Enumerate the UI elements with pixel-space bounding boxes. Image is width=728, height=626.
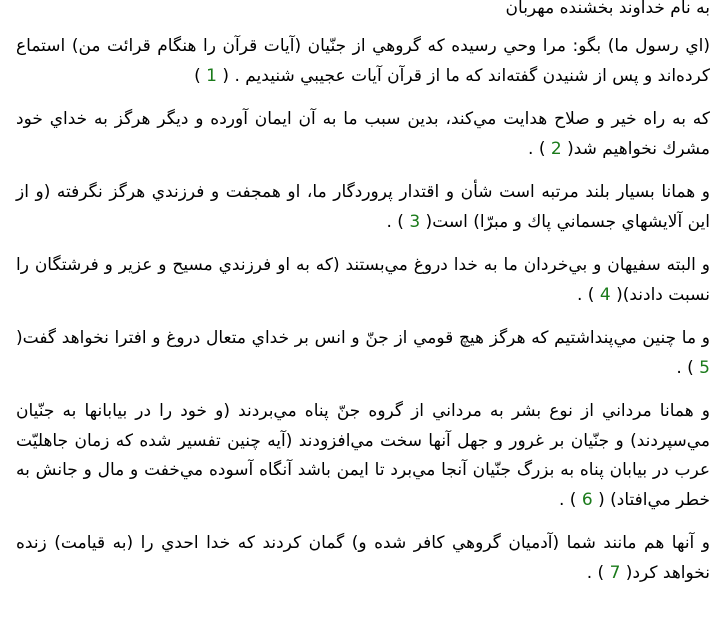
verse-number: 5: [699, 357, 710, 378]
verse-text: كه به راه خير و صلاح هدايت مي‌كند، بدين سبب ما به آن ايمان آورده و ديگر هرگز به خداي خود مشرك نخواهيم شد: [16, 109, 710, 159]
verse-text: (اي رسول ما) بگو: مرا وحي رسيده كه گروهي از جنّيان (آيات قرآن را هنگام قرائت من) استماع كرده‌اند و پس از شنيدن گفته‌اند كه ما از قرآن آيات عجيبي شنيديم .: [16, 36, 710, 86]
verse-number: 4: [599, 284, 611, 305]
verse-text: و آنها هم مانند شما (آدميان گروهي كافر شده و) گمان كردند كه خدا احدي را (به قيامت) زنده نخواهد كرد: [16, 533, 710, 583]
verse-text: و ما چنين مي‌پنداشتيم كه هرگز هيچ قومي از جنّ و انس بر خداي متعال دروغ و افترا نخواهد گفت: [22, 328, 710, 348]
verse-text: و همانا بسيار بلند مرتبه است شأن و اقتدار پروردگار ما، او همجفت و فرزندي هرگز نگرفته (و از اين آلايشهاي جسماني پاك و مبرّا) است: [16, 182, 710, 232]
verse: و همانا مرداني از نوع بشر به مرداني از گروه جنّ پناه مي‌بردند (و خود را در بيابانها به جنّيان مي‌سپردند) و جنّيان بر غرور و جهل آنها سخت مي‌افزودند (آيه چنين تفسير شده كه زمان جاهليّت عرب در بيابان پناه به بزرگ جنّيان آنجا مي‌برد تا ايمن باشد آنگاه آسوده مي‌خفت و مال و جانش به خطر مي‌افتاد) ( 6 ) .: [16, 401, 710, 510]
verse-text: و البته سفيهان و بي‌خردان ما به خدا دروغ مي‌بستند (كه به او فرزندي مسيح و عزير و فرشتگان را نسبت دادند): [16, 255, 710, 305]
verse: و ما چنين مي‌پنداشتيم كه هرگز هيچ قومي از جنّ و انس بر خداي متعال دروغ و افترا نخواهد گفت( 5 ) .: [16, 328, 710, 378]
verse: (اي رسول ما) بگو: مرا وحي رسيده كه گروهي از جنّيان (آيات قرآن را هنگام قرائت من) استماع كرده‌اند و پس از شنيدن گفته‌اند كه ما از قرآن آيات عجيبي شنيديم . ( 1 ): [16, 36, 710, 86]
verse: و همانا بسيار بلند مرتبه است شأن و اقتدار پروردگار ما، او همجفت و فرزندي هرگز نگرفته (و از اين آلايشهاي جسماني پاك و مبرّا) است( 3 ) .: [16, 182, 710, 232]
verse: كه به راه خير و صلاح هدايت مي‌كند، بدين سبب ما به آن ايمان آورده و ديگر هرگز به خداي خود مشرك نخواهيم شد( 2 ) .: [16, 109, 710, 159]
verse: و البته سفيهان و بي‌خردان ما به خدا دروغ مي‌بستند (كه به او فرزندي مسيح و عزير و فرشتگان را نسبت دادند)( 4 ) .: [16, 255, 710, 305]
verse-text: و همانا مرداني از نوع بشر به مرداني از گروه جنّ پناه مي‌بردند (و خود را در بيابانها به جنّيان مي‌سپردند) و جنّيان بر غرور و جهل آنها سخت مي‌افزودند (آيه چنين تفسير شده كه زمان جاهليّت عرب در بيابان پناه به بزرگ جنّيان آنجا مي‌برد تا ايمن باشد آنگاه آسوده مي‌خفت و مال و جانش به خطر مي‌افتاد): [16, 401, 710, 510]
verse-number: 7: [609, 562, 621, 583]
verse-number: 6: [581, 489, 593, 510]
verse: و آنها هم مانند شما (آدميان گروهي كافر شده و) گمان كردند كه خدا احدي را (به قيامت) زنده نخواهد كرد( 7 ) .: [16, 533, 710, 583]
page-title: به نام خداوند بخشنده مهربان: [505, 0, 710, 18]
verse-number: 3: [409, 211, 421, 232]
verse-number: 1: [206, 65, 217, 86]
verse-number: 2: [550, 138, 562, 159]
